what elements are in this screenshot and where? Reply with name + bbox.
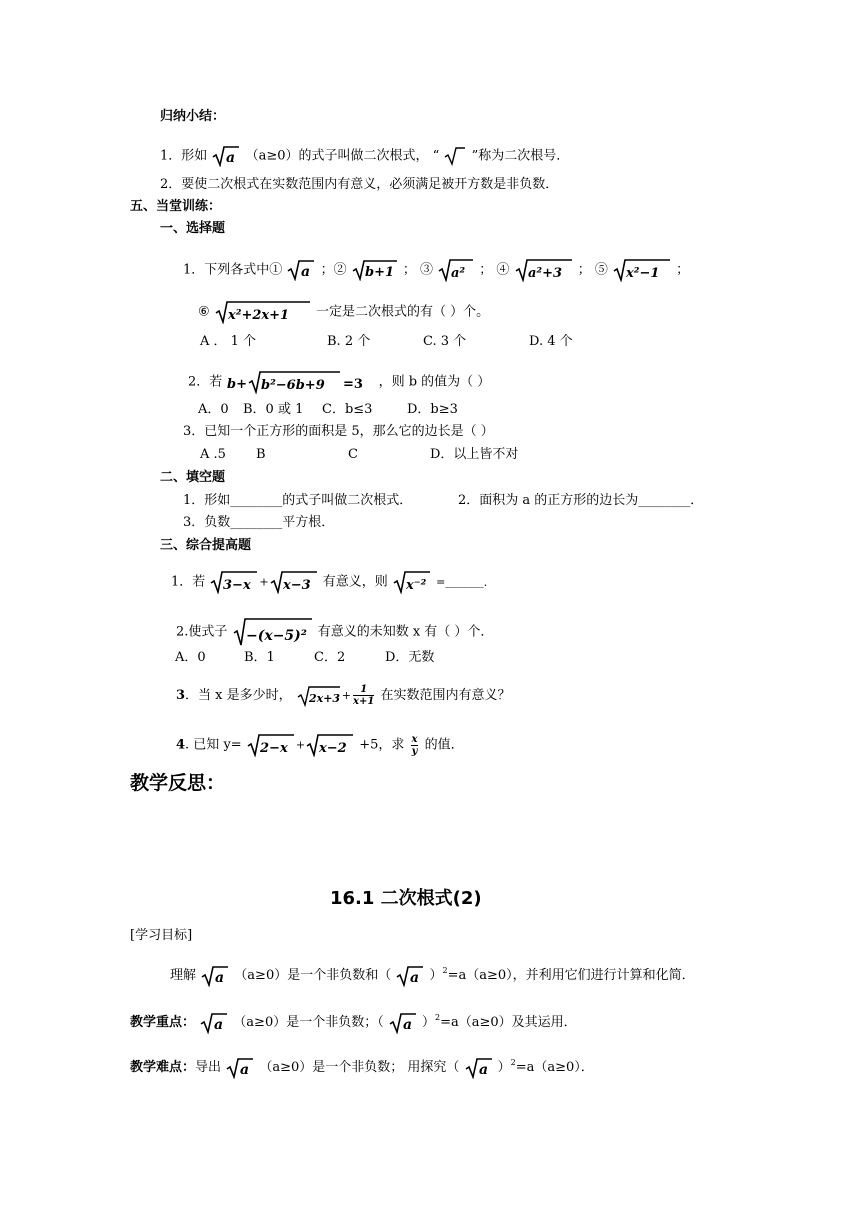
svg-text:a: a: [226, 150, 236, 166]
choice-q1: 1．下列各式中① a ；② b+1 ； ③ a² ； ④ a²+3 ； ⑤ x²−1 ；: [183, 258, 689, 282]
advanced-q2: 2.使式子 −(x−5)² 有意义的未知数 x 有（ ）个．: [176, 617, 493, 647]
sqrt-a-formula: [201, 965, 229, 987]
option-c: C: [348, 447, 358, 462]
summary-item-1: 1．形如 a （a≥0）的式子叫做二次根式， “ ”称为二次根号．: [160, 145, 569, 167]
svg-text:b+1: b+1: [364, 265, 394, 280]
svg-text:x²−1: x²−1: [625, 266, 660, 281]
sqrt-a-squared-plus-3-formula: [515, 258, 573, 282]
sqrt-a-formula: [226, 1057, 254, 1079]
svg-text:a: a: [402, 1016, 412, 1033]
svg-text:=3: =3: [343, 377, 364, 392]
svg-text:b²−6b+9: b²−6b+9: [261, 378, 326, 393]
advanced-q1: 1．若 3−x + x−3 有意义，则 x⁻² =_______．: [171, 570, 495, 594]
key-points: 教学重点： a （a≥0）是一个非负数；（ a ）$^2$=a（a≥0）及其运用．: [130, 1013, 577, 1033]
difficult-points: 教学难点：导出 a （a≥0）是一个非负数； 用探究（ a ）$^2$=a（a≥0）．: [130, 1058, 594, 1078]
sqrt-x-minus-2-formula: [306, 733, 354, 757]
svg-text:a²: a²: [451, 266, 466, 281]
fill-title: 二、填空题: [160, 470, 226, 485]
svg-text:x⁻²: x⁻²: [405, 578, 427, 593]
choice-q2: 2．若 b+ b²−6b+9 =3 ，则 b 的值为（ ）: [188, 370, 490, 394]
advanced-q4: 4. 已知 y= 2−x + x−2 +5，求 $\frac{x}{y}$ 的值．: [176, 733, 464, 757]
sqrt-x-squared-minus-1-formula: [613, 258, 671, 282]
sqrt-x-inverse-square-formula: [393, 570, 431, 594]
option-a: A .5: [200, 447, 226, 462]
lesson-title: 16.1 二次根式(2): [330, 888, 482, 909]
svg-text:a: a: [215, 969, 225, 986]
fill-q2: 2．面积为 a 的正方形的边长为________．: [458, 493, 704, 508]
option-b: B．0 或 1: [243, 402, 304, 417]
sqrt-neg-x-minus-5-squared-formula: [233, 617, 313, 647]
svg-text:2−x: 2−x: [259, 741, 288, 756]
svg-text:3−x: 3−x: [223, 578, 252, 593]
sqrt-b-plus-1-formula: [352, 259, 398, 281]
sqrt-2-minus-x-formula: [247, 733, 295, 757]
choice-q1-cont: ⑥ x²+2x+1 一定是二次根式的有（ ）个。: [198, 300, 489, 324]
option-d: D．以上皆不对: [430, 447, 519, 462]
sqrt-a-squared-formula: [438, 258, 474, 282]
choice-q3: 3．已知一个正方形的面积是 5，那么它的边长是（ ）: [183, 424, 494, 439]
advanced-title: 三、综合提高题: [160, 538, 252, 553]
svg-text:x−3: x−3: [282, 578, 311, 593]
sqrt-a-formula: [212, 145, 240, 167]
choice-title: 一、选择题: [160, 221, 226, 236]
svg-text:2x+3: 2x+3: [308, 691, 340, 705]
svg-text:a: a: [410, 969, 420, 986]
advanced-q3: 3．当 x 是多少时， 2x+3 + $\frac{1}{x+1}$ 在实数范围内有意义？: [176, 684, 511, 707]
sqrt-x-minus-3-formula: [270, 570, 318, 594]
fill-q3: 3．负数________平方根．: [183, 515, 335, 530]
objectives-text: 理解 a （a≥0）是一个非负数和（ a ）$^2$=a（a≥0），并利用它们进行计算和化简．: [170, 966, 695, 986]
equation-b-plus-sqrt-formula: [227, 370, 373, 394]
svg-text:a²+3: a²+3: [527, 266, 562, 281]
svg-text:a: a: [240, 1061, 250, 1078]
option-c: C．b≤3: [322, 402, 373, 417]
fraction-1-over-x-plus-1: $\frac{1}{x+1}$: [353, 684, 375, 707]
objectives-label: [学习目标]: [130, 928, 193, 943]
radical-sign-icon: [444, 146, 466, 166]
sqrt-a-formula: [287, 259, 315, 281]
svg-text:−(x−5)²: −(x−5)²: [245, 628, 307, 644]
option-a: A ． 1 个: [200, 334, 257, 349]
sqrt-a-formula: [200, 1012, 228, 1034]
option-d: D．无数: [385, 650, 435, 665]
svg-text:x−2: x−2: [319, 741, 347, 756]
fraction-x-over-y: $\frac{x}{y}$: [411, 733, 418, 757]
reflection-title: 教学反思：: [130, 772, 226, 794]
summary-item-2: 2．要使二次根式在实数范围内有意义，必须满足被开方数是非负数．: [160, 177, 559, 192]
option-c: C．2: [314, 650, 346, 665]
option-b: B: [256, 447, 266, 462]
option-b: B．1: [244, 650, 275, 665]
svg-text:a: a: [214, 1016, 224, 1033]
sqrt-3-minus-x-formula: [210, 570, 258, 594]
svg-text:x²+2x+1: x²+2x+1: [227, 308, 289, 323]
svg-text:b+: b+: [227, 377, 248, 392]
option-a: A．0: [198, 402, 229, 417]
option-d: D．b≥3: [407, 402, 458, 417]
option-b: B. 2 个: [327, 334, 371, 349]
sqrt-a-formula: [396, 965, 424, 987]
sqrt-a-formula: [389, 1012, 417, 1034]
sqrt-a-formula: [465, 1057, 493, 1079]
section-5-title: 五、当堂训练：: [130, 199, 222, 214]
option-c: C. 3 个: [423, 334, 467, 349]
option-a: A．0: [175, 650, 206, 665]
svg-text:a: a: [478, 1061, 488, 1078]
fill-q1: 1．形如________的式子叫做二次根式．: [183, 493, 413, 508]
summary-heading: 归纳小结：: [160, 109, 226, 124]
sqrt-2x-plus-3-formula: [297, 685, 341, 707]
svg-text:a: a: [301, 264, 311, 280]
option-d: D. 4 个: [529, 334, 573, 349]
sqrt-x2-plus-2x-plus-1-formula: [215, 300, 311, 324]
